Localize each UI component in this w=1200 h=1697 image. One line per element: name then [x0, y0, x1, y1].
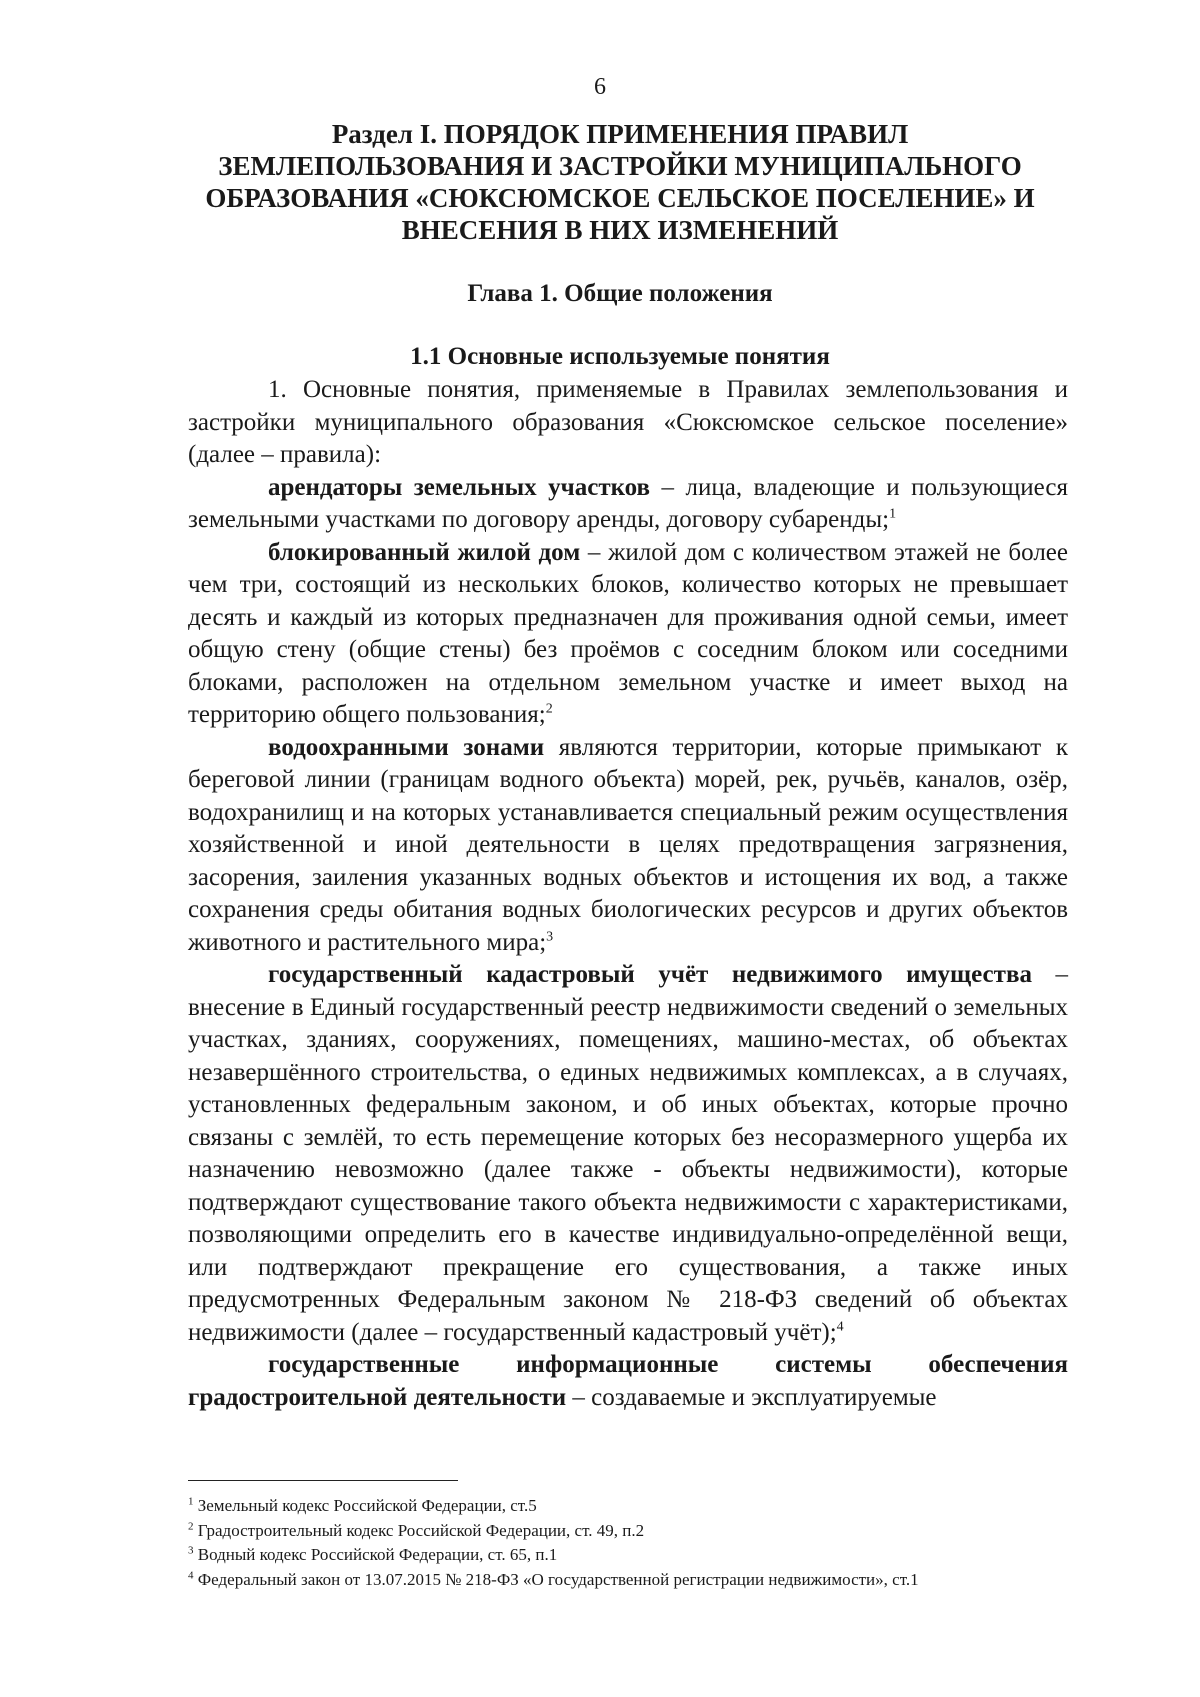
definition-term: водоохранными зонами — [268, 733, 545, 761]
footnote — [188, 1568, 1068, 1593]
definition-term: блокированный жилой дом — [268, 538, 581, 566]
footnote-text: Федеральный закон от 13.07.2015 № 218-ФЗ «О государственной регистрации недвижимости», ст.1 — [197, 1569, 919, 1589]
footnotes — [188, 1494, 1068, 1592]
definition-paragraph — [188, 472, 1068, 537]
definition-text: – внесение в Единый государственный реестр недвижимости сведений о земельных участках, зданиях, сооружениях, помещениях, машино-местах, об объектах незавершённого строительства, о единых недвижимых комплексах, а в случаях, установленных федеральным законом, и об иных объектах, которые прочно связаны с землёй, то есть перемещение которых без несоразмерного ущерба их назначению невозможно (далее также - объекты недвижимости), которые подтверждают существование такого объекта недвижимости с характеристиками, позволяющими определить его в качестве индивидуально-определённой вещи, или подтверждают прекращение его существования, а также иных предусмотренных Федеральным законом № 218-ФЗ сведений об объектах недвижимости (далее – государственный кадастровый учёт); — [188, 961, 1069, 1346]
footnote-number: 1 — [188, 1495, 194, 1508]
chapter-title: Глава 1. Общие положения — [467, 280, 773, 307]
footnote-ref: 2 — [545, 701, 553, 717]
definition-text: – создаваемые и эксплуатируемые — [566, 1383, 937, 1411]
definition-paragraph — [188, 1349, 1068, 1414]
definition-text: являются территории, которые примыкают к береговой линии (границам водного объекта) морей, рек, ручьёв, каналов, озёр, водохранилищ и на которых устанавливается специальный режим осуществления хозяйственной и иной деятельности в целях предотвращения загрязнения, засорения, заиления указанных водных объектов и истощения их вод, а также сохранения среды обитания водных биологических ресурсов и других объектов животного и растительного мира; — [188, 733, 1068, 956]
footnote-text: Градостроительный кодекс Российской Федерации, ст. 49, п.2 — [197, 1520, 645, 1540]
definition-paragraph — [188, 732, 1068, 960]
footnote-ref: 4 — [836, 1319, 844, 1335]
footnote-text: Водный кодекс Российской Федерации, ст. 65, п.1 — [197, 1545, 558, 1564]
definition-text: – жилой дом с количеством этажей не более чем три, состоящий из нескольких блоков, количество которых не превышает десять и каждый из которых предназначен для проживания одной семьи, имеет общую стену (общие стены) без проёмов с соседним блоком или соседними блоками, расположен на отдельном земельном участке и имеет выход на территорию общего пользования; — [188, 538, 1068, 728]
body-text — [188, 374, 1068, 1414]
section-title: Раздел I. ПОРЯДОК ПРИМЕНЕНИЯ ПРАВИЛ ЗЕМЛЕПОЛЬЗОВАНИЯ И ЗАСТРОЙКИ МУНИЦИПАЛЬНОГО ОБРАЗОВАНИЯ «СЮКСЮМСКОЕ СЕЛЬСКОЕ ПОСЕЛЕНИЕ» И ВНЕСЕНИЯ В НИХ ИЗМЕНЕНИЙ — [205, 119, 1035, 245]
definition-term: арендаторы земельных участков — [268, 473, 651, 501]
footnote — [188, 1494, 1068, 1519]
footnote-number: 4 — [188, 1568, 194, 1581]
subsection-title: 1.1 Основные используемые понятия — [410, 343, 830, 370]
definition-paragraph — [188, 537, 1068, 732]
definition-paragraph — [188, 959, 1068, 1349]
footnote-text: Земельный кодекс Российской Федерации, ст.5 — [197, 1496, 537, 1515]
definition-term: государственный кадастровый учёт недвижимого имущества — [268, 961, 1032, 988]
footnote-ref: 3 — [546, 929, 554, 945]
footnote-number: 3 — [188, 1544, 194, 1557]
footnote — [188, 1543, 1068, 1568]
definition-text: – лица, владеющие и пользующиеся земельными участками по договору аренды, договору субаренды; — [188, 473, 1068, 533]
intro-paragraph: 1. Основные понятия, применяемые в Правилах землепользования и застройки муниципального образования «Сюксюмское сельское поселение» (далее – правила): — [188, 376, 1068, 468]
footnote-number: 2 — [188, 1519, 194, 1532]
footnote-separator — [188, 1480, 458, 1481]
definition-term: государственные информационные системы обеспечения градостроительной деятельности — [188, 1351, 1068, 1411]
footnote-ref: 1 — [889, 506, 897, 522]
footnote — [188, 1519, 1068, 1544]
page-number: 6 — [594, 74, 606, 100]
